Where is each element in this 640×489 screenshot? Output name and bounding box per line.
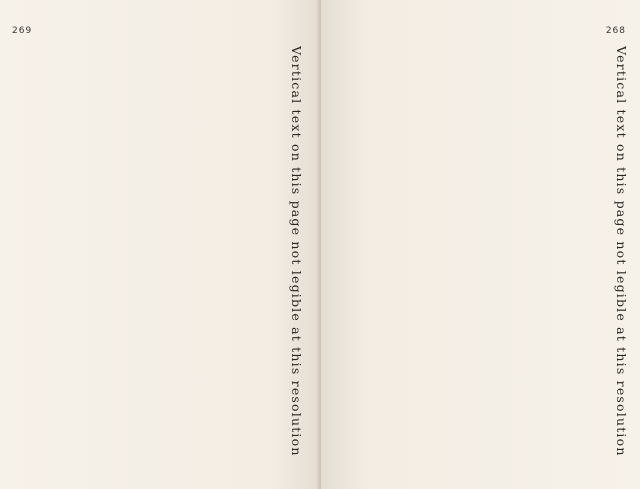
left-page-body-text (14, 46, 304, 464)
left-page-number: 269 (12, 26, 33, 36)
right-running-head (606, 26, 626, 36)
left-running-head (12, 26, 40, 36)
right-text-line: Vertical text on this page not legible at this resolution (614, 46, 629, 457)
right-page (321, 0, 640, 489)
left-page (0, 0, 319, 489)
left-text-line: Vertical text on this page not legible at this resolution (289, 46, 304, 457)
right-page-number: 268 (605, 26, 626, 36)
right-page-body-text (333, 46, 629, 464)
